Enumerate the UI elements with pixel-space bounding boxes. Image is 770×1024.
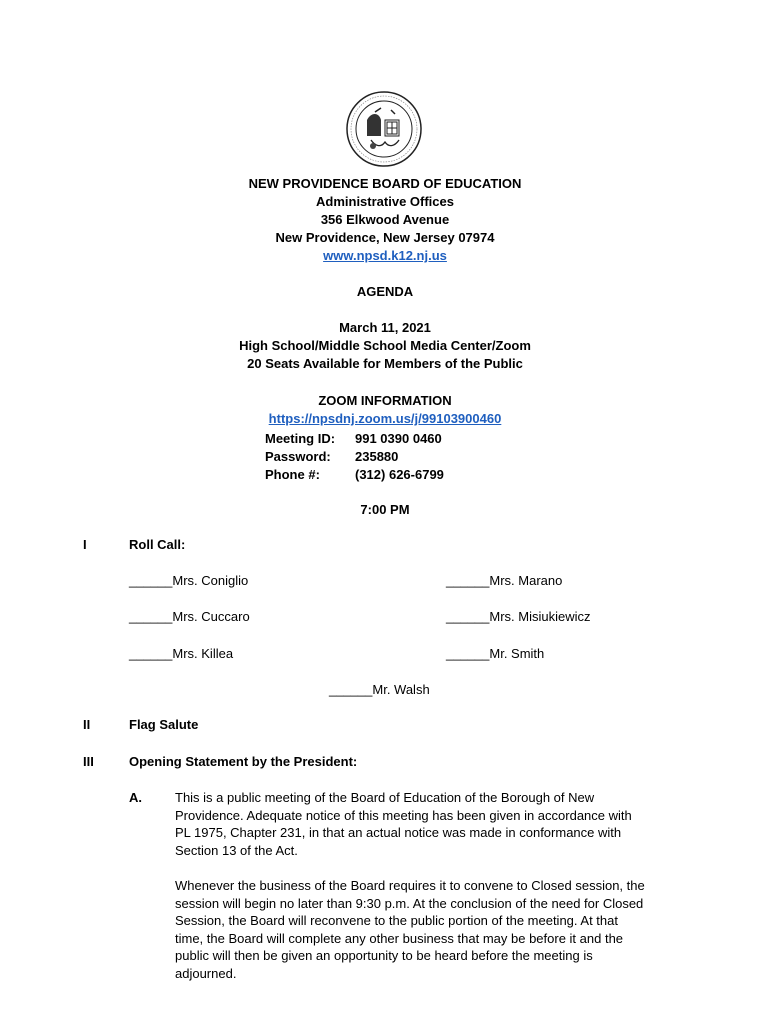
roll-call-entry: ______Mr. Walsh: [329, 682, 430, 697]
zoom-row: [265, 430, 444, 448]
zoom-row-label: Phone #:: [265, 467, 320, 482]
paragraph-line: PL 1975, Chapter 231, in that an actual notice was made in conformance with: [175, 825, 622, 840]
paragraph-line: session will begin no later than 9:30 p.m. At the conclusion of the need for Closed: [175, 895, 644, 911]
paragraph-line: time, the Board will complete any other business that may be before it and the: [175, 930, 624, 946]
roll-call-entry: ______Mrs. Killea: [129, 646, 234, 661]
paragraph-line: Providence. Adequate notice of this meeting has been given in accordance with: [175, 807, 632, 823]
org-name: NEW PROVIDENCE BOARD OF EDUCATION: [248, 176, 522, 191]
city-address: New Providence, New Jersey 07974: [275, 230, 495, 245]
doc-type: AGENDA: [356, 284, 414, 299]
zoom-details: [265, 430, 444, 484]
section-title-flag-salute: Flag Salute: [129, 717, 199, 732]
meeting-location: High School/Middle School Media Center/Zoom: [239, 338, 531, 353]
roll-call-entry: ______Mr. Smith: [446, 646, 545, 661]
meeting-date: March 11, 2021: [339, 320, 431, 335]
paragraph-line: This is a public meeting of the Board of Education of the Borough of New: [175, 790, 595, 805]
paragraph-line: Section 13 of the Act.: [175, 842, 298, 858]
zoom-heading: ZOOM INFORMATION: [318, 393, 452, 408]
roll-call-entry: ______Mrs. Coniglio: [129, 573, 249, 588]
zoom-row-value: 991 0390 0460: [355, 431, 442, 446]
statement-paragraph-1: [175, 789, 685, 859]
meeting-time: 7:00 PM: [360, 502, 410, 517]
zoom-row: [265, 448, 444, 466]
section-number: I: [83, 537, 87, 552]
header-block: [0, 175, 770, 265]
paragraph-line: Session, the Board will reconvene to the public portion of the meeting. At that: [175, 913, 618, 928]
statement-label: A.: [129, 790, 142, 805]
board-of-education-seal: [345, 90, 423, 168]
section-number: II: [83, 717, 91, 732]
zoom-heading-block: [0, 392, 770, 428]
section-number: III: [83, 754, 94, 769]
zoom-row-value: (312) 626-6799: [355, 467, 444, 482]
paragraph-line: public will then be given an opportunity to be heard before the meeting is: [175, 948, 593, 963]
office-name: Administrative Offices: [316, 194, 454, 209]
statement-paragraph-2: [175, 877, 685, 982]
paragraph-line: Whenever the business of the Board requires it to convene to Closed session, the: [175, 878, 645, 893]
paragraph-line: adjourned.: [175, 965, 237, 981]
street-address: 356 Elkwood Avenue: [320, 212, 450, 227]
zoom-row: [265, 466, 444, 484]
roll-call-entry: ______Mrs. Misiukiewicz: [446, 609, 591, 624]
zoom-row-label: Meeting ID:: [265, 431, 336, 446]
website-link[interactable]: www.npsd.k12.nj.us: [323, 248, 447, 263]
meeting-info-block: [0, 319, 770, 373]
time-block: [0, 501, 770, 519]
zoom-row-value: 235880: [355, 449, 399, 464]
seats-note: 20 Seats Available for Members of the Public: [247, 356, 523, 371]
zoom-link[interactable]: https://npsdnj.zoom.us/j/99103900460: [268, 411, 502, 426]
roll-call-entry: ______Mrs. Cuccaro: [129, 609, 250, 624]
section-title-opening-statement: Opening Statement by the President:: [129, 754, 358, 769]
roll-call-entry: ______Mrs. Marano: [446, 573, 563, 588]
section-title-roll-call: Roll Call:: [129, 537, 186, 552]
zoom-row-label: Password:: [265, 449, 331, 464]
agenda-title-block: [0, 283, 770, 301]
